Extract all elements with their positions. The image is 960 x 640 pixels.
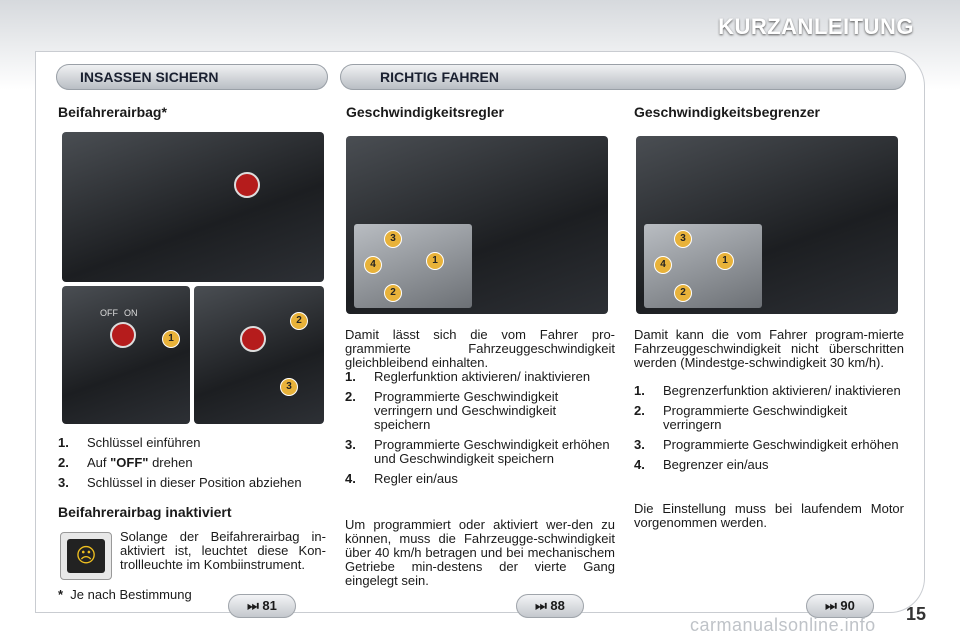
speed-limiter-steps [634,384,904,478]
stalk-badge: 4 [654,256,672,274]
list-item: 1. Reglerfunktion aktivieren/ inaktivieren [345,369,591,384]
list-item: 2. Auf "OFF" drehen [58,455,193,470]
list-item: 4. Regler ein/aus [345,471,458,486]
speed-limiter-intro: Damit kann die vom Fahrer program-mierte Fahrzeuggeschwindigkeit nicht überschritten werden (Mindestge-schwindigkeit 30 km/h). [634,327,904,370]
airbag-steps [58,436,328,496]
photo-badge: 2 [290,312,308,330]
list-item: 3. Schlüssel in dieser Position abziehen [58,475,302,490]
cruise-control-photo [346,136,608,314]
airbag-warning-icon: ☹ [60,532,112,580]
switch-label-off: OFF [100,308,118,318]
cruise-control-outro: Um programmiert oder aktiviert wer-den zu können, muss die Fahrzeugge-schwindigkeit über 40 km/h betragen und bei mechanischem Getriebe min-destens der vierte Gang eingelegt sein. [345,517,615,588]
stalk-inset [644,224,762,308]
section-tab-left-label: INSASSEN SICHERN [80,69,219,85]
cruise-control-steps [345,370,615,492]
list-item: 4. Begrenzer ein/aus [634,457,769,472]
list-item: 3. Programmierte Geschwindigkeit erhöhen und Geschwindigkeit speichern [345,437,610,466]
speed-limiter-outro: Die Einstellung muss bei laufendem Motor vorgenommen werden. [634,501,904,530]
key-turn-photo [194,286,324,424]
section-tab-right-label: RICHTIG FAHREN [380,69,499,85]
stalk-badge: 3 [384,230,402,248]
airbag-switch-knob [234,172,260,198]
list-item: 1. Schlüssel einführen [58,435,201,450]
section-tab-left [56,64,328,90]
cruise-control-heading: Geschwindigkeitsregler [346,104,504,120]
airbag-heading: Beifahrerairbag* [58,104,167,120]
speed-limiter-photo [636,136,898,314]
key-insert-photo [62,286,190,424]
photo-badge: 1 [162,330,180,348]
switch-label-on: ON [124,308,138,318]
page-title: KURZANLEITUNG [718,14,914,39]
speed-limiter-heading: Geschwindigkeitsbegrenzer [634,104,820,120]
page-ref-90[interactable]: ⏭ 90 [806,594,874,618]
stalk-badge: 2 [384,284,402,302]
stalk-inset [354,224,472,308]
key-switch-knob [110,322,136,348]
footnote: * Je nach Bestimmung [58,587,192,602]
list-item: 1. Begrenzerfunktion aktivieren/ inaktivieren [634,383,901,398]
page-ref-81[interactable]: ⏭ 81 [228,594,296,618]
list-item: 2. Programmierte Geschwindigkeit verringern [634,403,848,432]
airbag-note: Solange der Beifahrerairbag in-aktiviert ist, leuchtet diese Kon-trollleuchte im Kombiinstrument. [120,529,326,572]
key-switch-knob-2 [240,326,266,352]
stalk-badge: 1 [716,252,734,270]
photo-badge: 3 [280,378,298,396]
list-item: 3. Programmierte Geschwindigkeit erhöhen [634,437,899,452]
stalk-badge: 1 [426,252,444,270]
cruise-control-intro: Damit lässt sich die vom Fahrer pro-grammierte Fahrzeuggeschwindigkeit gleichbleibend einhalten. [345,327,615,370]
page-ref-88[interactable]: ⏭ 88 [516,594,584,618]
airbag-switch-photo [62,132,324,282]
page-number: 15 [906,604,927,624]
section-tab-right [340,64,906,90]
stalk-badge: 3 [674,230,692,248]
stalk-badge: 2 [674,284,692,302]
list-item: 2. Programmierte Geschwindigkeit verringern und Geschwindigkeit speichern [345,389,559,432]
airbag-off-heading: Beifahrerairbag inaktiviert [58,504,232,520]
stalk-badge: 4 [364,256,382,274]
watermark: carmanualsonline.info [690,615,876,635]
